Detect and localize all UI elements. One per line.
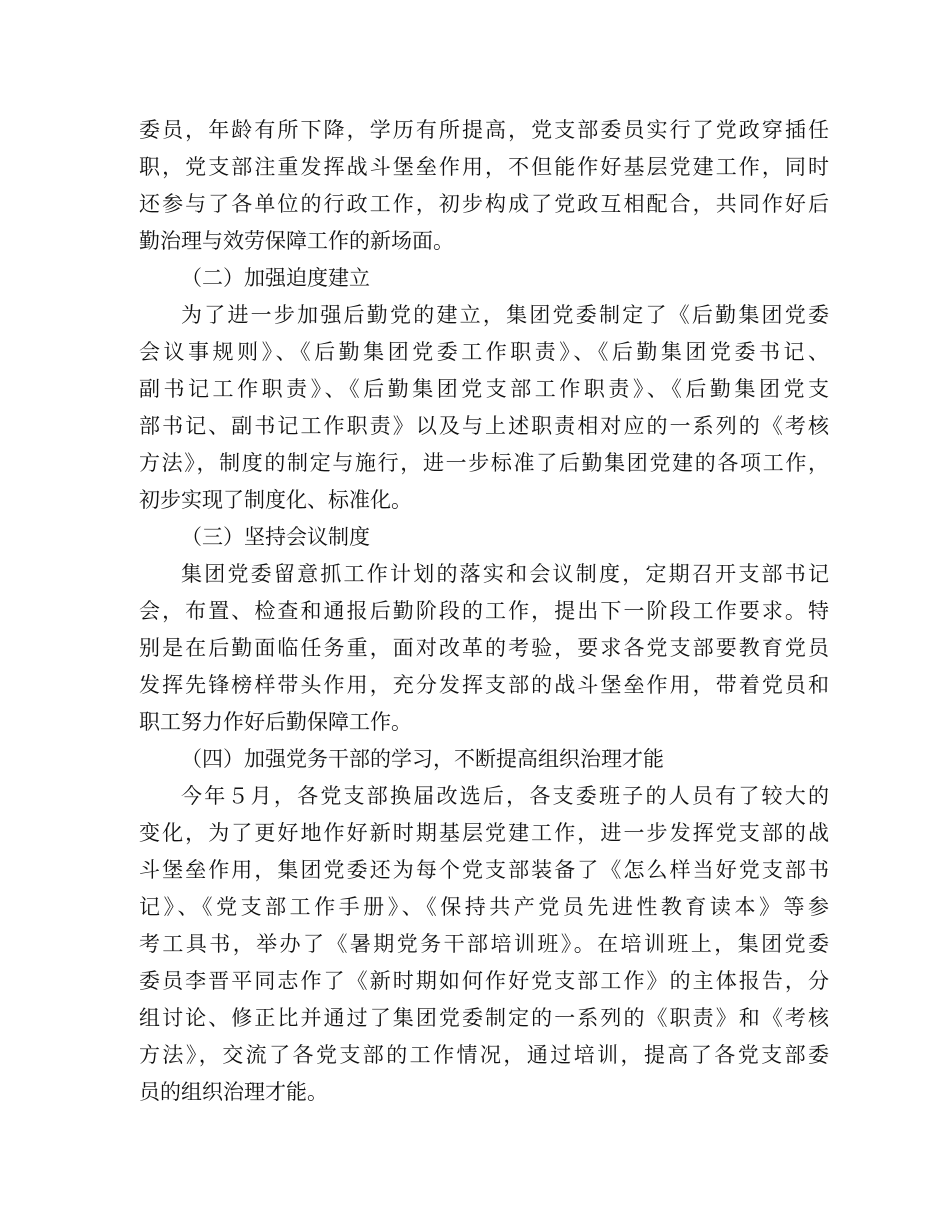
- body-text-line: 委员，年龄有所下降，学历有所提高，党支部委员实行了党政穿插任: [139, 118, 829, 142]
- body-text-line: 考工具书，举办了《暑期党务干部培训班》。在培训班上，集团党委: [139, 932, 829, 956]
- body-text-line: 方法》，制度的制定与施行，进一步标准了后勤集团党建的各项工作，: [139, 451, 829, 475]
- body-text-line: 方法》，交流了各党支部的工作情况，通过培训，提高了各党支部委: [139, 1043, 829, 1067]
- body-text-line: 记》、《党支部工作手册》、《保持共产党员先进性教育读本》等参: [139, 895, 829, 919]
- paragraph-first-line: 集团党委留意抓工作计划的落实和会议制度，定期召开支部书记: [181, 562, 829, 586]
- body-text-line: 变化，为了更好地作好新时期基层党建工作，进一步发挥党支部的战: [139, 821, 829, 845]
- body-text-line: 还参与了各单位的行政工作，初步构成了党政互相配合，共同作好后: [139, 192, 829, 216]
- section-heading-4: （四）加强党务干部的学习，不断提高组织治理才能: [181, 747, 664, 771]
- paragraph-first-line: 为了进一步加强后勤党的建立，集团党委制定了《后勤集团党委: [181, 303, 829, 327]
- paragraph-first-line: 今年５月，各党支部换届改选后，各支委班子的人员有了较大的: [181, 784, 829, 808]
- body-text-line: 职工努力作好后勤保障工作。: [139, 710, 412, 734]
- body-text-line: 勤治理与效劳保障工作的新场面。: [139, 229, 454, 253]
- body-text-line: 别是在后勤面临任务重，面对改革的考验，要求各党支部要教育党员: [139, 636, 829, 660]
- body-text-line: 初步实现了制度化、标准化。: [139, 488, 412, 512]
- body-text-line: 发挥先锋榜样带头作用，充分发挥支部的战斗堡垒作用，带着党员和: [139, 673, 829, 697]
- body-text-line: 会议事规则》、《后勤集团党委工作职责》、《后勤集团党委书记、: [139, 340, 829, 364]
- body-text-line: 员的组织治理才能。: [139, 1080, 328, 1104]
- body-text-line: 部书记、副书记工作职责》以及与上述职责相对应的一系列的《考核: [139, 414, 829, 438]
- body-text-line: 委员李晋平同志作了《新时期如何作好党支部工作》的主体报告，分: [139, 969, 829, 993]
- section-heading-2: （二）加强迫度建立: [181, 266, 370, 290]
- body-text-line: 斗堡垒作用，集团党委还为每个党支部装备了《怎么样当好党支部书: [139, 858, 829, 882]
- body-text-line: 副书记工作职责》、《后勤集团党支部工作职责》、《后勤集团党支: [139, 377, 829, 401]
- document-body: [139, 112, 829, 1111]
- body-text-line: 会，布置、检查和通报后勤阶段的工作，提出下一阶段工作要求。特: [139, 599, 829, 623]
- body-text-line: 职，党支部注重发挥战斗堡垒作用，不但能作好基层党建工作，同时: [139, 155, 829, 179]
- body-text-line: 组讨论、修正比并通过了集团党委制定的一系列的《职责》和《考核: [139, 1006, 829, 1030]
- section-heading-3: （三）坚持会议制度: [181, 525, 370, 549]
